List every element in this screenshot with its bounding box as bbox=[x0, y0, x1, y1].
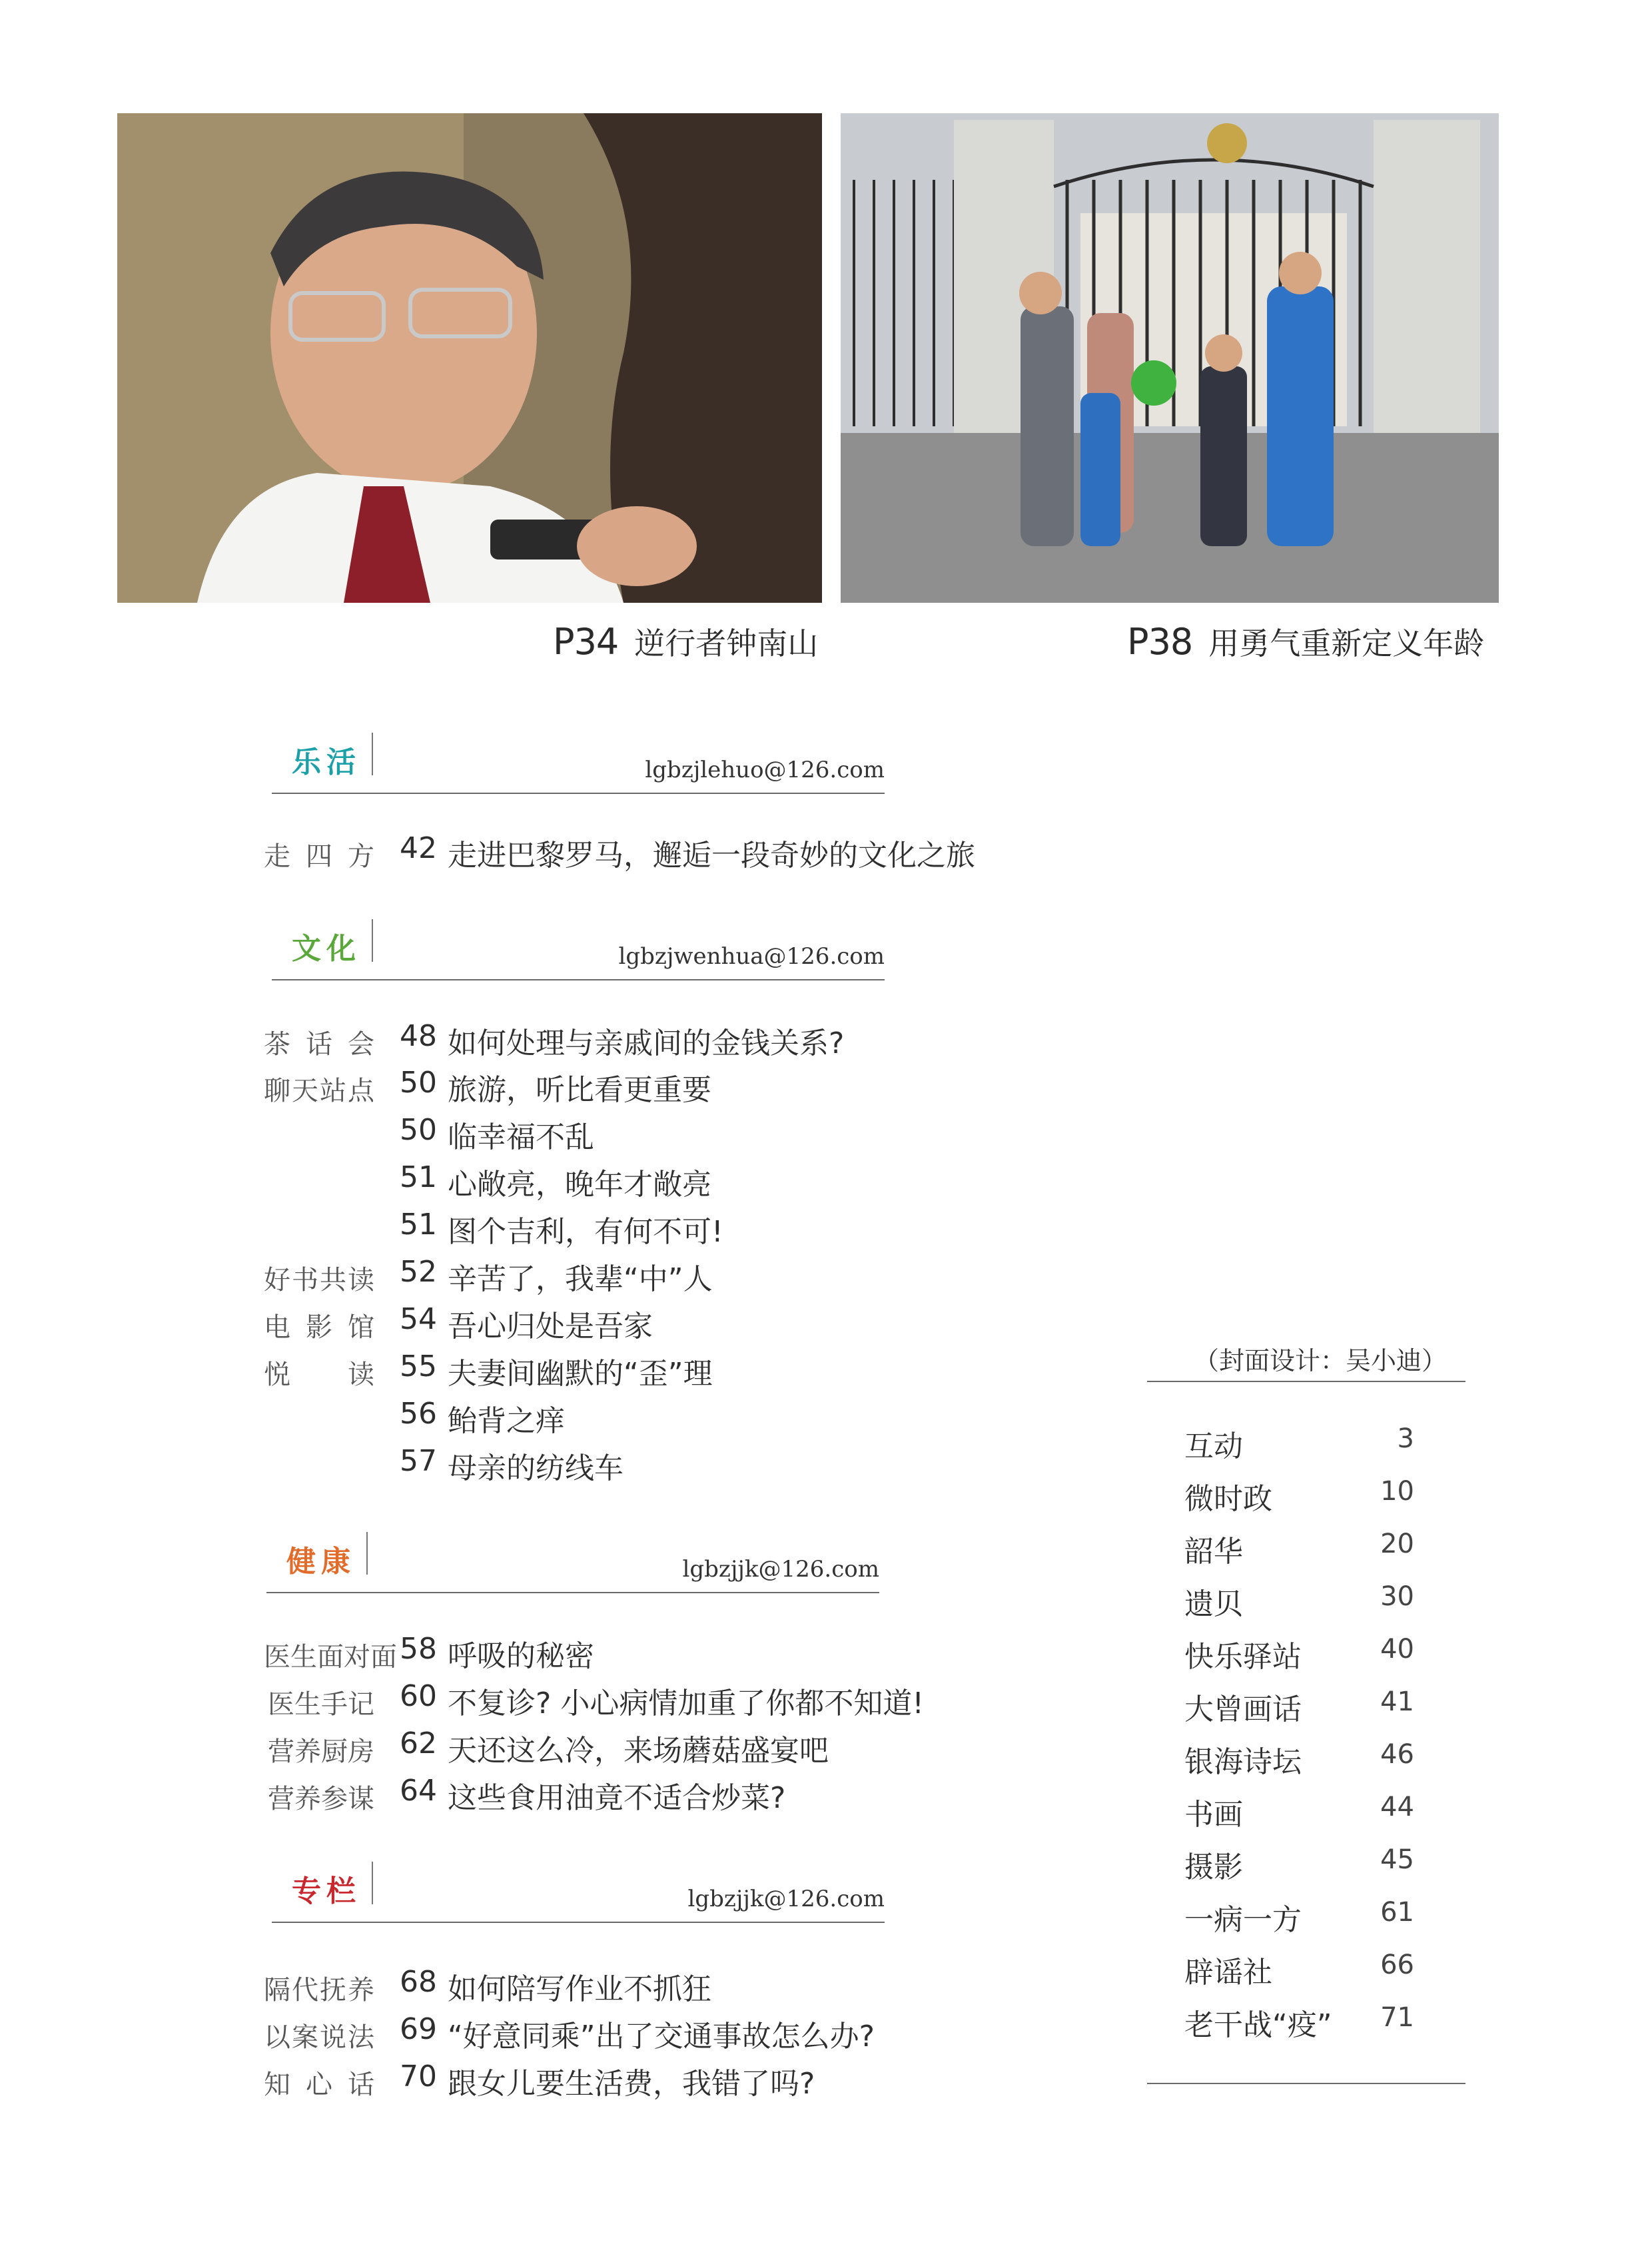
section-header-lehuo bbox=[272, 733, 885, 794]
index-page: 10 bbox=[1380, 1476, 1414, 1507]
toc-category: 悦读 bbox=[264, 1359, 374, 1390]
toc-title: 临幸福不乱 bbox=[448, 1120, 594, 1154]
toc-page: 50 bbox=[400, 1066, 437, 1100]
index-item[interactable] bbox=[1184, 1896, 1414, 1942]
index-item[interactable] bbox=[1184, 1422, 1414, 1469]
index-name: 银海诗坛 bbox=[1184, 1745, 1302, 1779]
toc-title: 吾心归处是吾家 bbox=[448, 1309, 653, 1343]
toc-title: 这些食用油竟不适合炒菜? bbox=[448, 1781, 786, 1815]
index-item[interactable] bbox=[1184, 1738, 1414, 1784]
toc-title: 鲐背之痒 bbox=[448, 1404, 565, 1438]
toc-page: 60 bbox=[400, 1679, 437, 1713]
toc-page: 48 bbox=[400, 1019, 437, 1053]
index-page: 46 bbox=[1380, 1739, 1414, 1770]
index-rule-bottom bbox=[1147, 2083, 1465, 2084]
section-email[interactable]: lgbzjwenhua@126.com bbox=[618, 943, 885, 970]
feature-title: 用勇气重新定义年龄 bbox=[1208, 625, 1485, 661]
index-name: 大曾画话 bbox=[1184, 1692, 1302, 1726]
section-divider bbox=[366, 1532, 368, 1575]
feature-page: P38 bbox=[1127, 621, 1193, 663]
index-page: 40 bbox=[1380, 1634, 1414, 1665]
index-name: 遗贝 bbox=[1184, 1587, 1243, 1621]
photo-illustration-1 bbox=[117, 113, 822, 603]
index-name: 微时政 bbox=[1184, 1482, 1272, 1516]
index-name: 书画 bbox=[1184, 1798, 1243, 1832]
index-item[interactable] bbox=[1184, 2001, 1414, 2048]
toc-title: 旅游，听比看更重要 bbox=[448, 1073, 711, 1107]
section-header-jiankang bbox=[266, 1532, 879, 1593]
toc-title: 呼吸的秘密 bbox=[448, 1639, 594, 1673]
photo-family-gate bbox=[841, 113, 1499, 603]
index-page: 44 bbox=[1380, 1792, 1414, 1822]
toc-page: 56 bbox=[400, 1397, 437, 1431]
index-item[interactable] bbox=[1184, 1790, 1414, 1837]
toc-title: 不复诊? 小心病情加重了你都不知道! bbox=[448, 1686, 924, 1720]
index-item[interactable] bbox=[1184, 1948, 1414, 1995]
feature-caption-1[interactable] bbox=[553, 619, 818, 663]
section-email[interactable]: lgbzjjk@126.com bbox=[682, 1556, 879, 1583]
feature-caption-2[interactable] bbox=[1127, 619, 1484, 663]
index-name: 韶华 bbox=[1184, 1535, 1243, 1569]
index-item[interactable] bbox=[1184, 1475, 1414, 1521]
photo-illustration-2 bbox=[841, 113, 1499, 603]
index-name: 辟谣社 bbox=[1184, 1956, 1272, 1990]
toc-category: 医生面对面 bbox=[264, 1642, 397, 1673]
feature-title: 逆行者钟南山 bbox=[634, 625, 819, 661]
index-page: 30 bbox=[1380, 1581, 1414, 1612]
toc-title: “好意同乘”出了交通事故怎么办? bbox=[448, 2020, 875, 2054]
toc-category: 以案说法 bbox=[264, 2022, 374, 2053]
toc-title: 天还这么冷，来场蘑菇盛宴吧 bbox=[448, 1734, 829, 1768]
toc-category: 营养厨房 bbox=[268, 1736, 374, 1767]
index-page: 66 bbox=[1380, 1950, 1414, 1980]
toc-title: 辛苦了，我辈“中”人 bbox=[448, 1262, 713, 1296]
toc-page: 70 bbox=[400, 2059, 437, 2093]
section-header-zhuanlan bbox=[272, 1862, 885, 1923]
index-page: 41 bbox=[1380, 1686, 1414, 1717]
section-email[interactable]: lgbzjlehuo@126.com bbox=[645, 757, 885, 783]
index-page: 45 bbox=[1380, 1844, 1414, 1875]
index-item[interactable] bbox=[1184, 1685, 1414, 1732]
index-page: 3 bbox=[1397, 1423, 1414, 1454]
index-page: 20 bbox=[1380, 1529, 1414, 1559]
index-name: 快乐驿站 bbox=[1184, 1640, 1302, 1674]
toc-category: 知心话 bbox=[264, 2069, 374, 2100]
toc-page: 58 bbox=[400, 1632, 437, 1666]
index-name: 一病一方 bbox=[1184, 1903, 1302, 1937]
toc-category: 营养参谋 bbox=[268, 1784, 374, 1814]
index-name: 摄影 bbox=[1184, 1850, 1243, 1884]
toc-page: 68 bbox=[400, 1965, 437, 1999]
toc-category: 好书共读 bbox=[264, 1265, 374, 1296]
toc-page: 51 bbox=[400, 1208, 437, 1242]
index-item[interactable] bbox=[1184, 1580, 1414, 1627]
section-title: 乐活 bbox=[292, 745, 361, 779]
cover-design-credit: （封面设计：吴小迪） bbox=[1194, 1346, 1447, 1375]
index-item[interactable] bbox=[1184, 1843, 1414, 1890]
section-email[interactable]: lgbzjjk@126.com bbox=[687, 1886, 885, 1912]
toc-title: 跟女儿要生活费，我错了吗? bbox=[448, 2067, 815, 2101]
toc-category: 聊天站点 bbox=[264, 1076, 374, 1106]
toc-title: 如何处理与亲戚间的金钱关系? bbox=[448, 1026, 845, 1060]
section-title: 健康 bbox=[286, 1545, 356, 1579]
toc-title: 母亲的纺线车 bbox=[448, 1451, 623, 1485]
toc-page: 42 bbox=[400, 831, 437, 865]
toc-category: 茶话会 bbox=[264, 1029, 374, 1060]
section-title: 专栏 bbox=[292, 1874, 361, 1908]
toc-page: 55 bbox=[400, 1349, 437, 1383]
section-header-wenhua bbox=[272, 919, 885, 980]
index-name: 互动 bbox=[1184, 1429, 1243, 1463]
index-item[interactable] bbox=[1184, 1527, 1414, 1574]
toc-title: 夫妻间幽默的“歪”理 bbox=[448, 1357, 713, 1391]
toc-page: 57 bbox=[400, 1444, 437, 1478]
section-divider bbox=[372, 733, 373, 775]
toc-category: 隔代抚养 bbox=[264, 1975, 374, 2006]
feature-page: P34 bbox=[553, 621, 619, 663]
toc-title: 如何陪写作业不抓狂 bbox=[448, 1972, 711, 2006]
toc-page: 52 bbox=[400, 1255, 437, 1289]
toc-page: 54 bbox=[400, 1302, 437, 1336]
toc-title: 图个吉利，有何不可! bbox=[448, 1215, 723, 1249]
toc-page: 62 bbox=[400, 1726, 437, 1760]
index-page: 71 bbox=[1380, 2002, 1414, 2033]
toc-category: 医生手记 bbox=[268, 1689, 374, 1720]
toc-title: 心敞亮，晚年才敞亮 bbox=[448, 1168, 711, 1202]
toc-title: 走进巴黎罗马，邂逅一段奇妙的文化之旅 bbox=[448, 839, 975, 873]
section-title: 文化 bbox=[292, 932, 361, 966]
toc-page: 69 bbox=[400, 2012, 437, 2046]
index-name: 老干战“疫” bbox=[1184, 2008, 1332, 2042]
photo-zhong-nanshan bbox=[117, 113, 822, 603]
toc-page: 51 bbox=[400, 1160, 437, 1194]
toc-page: 50 bbox=[400, 1113, 437, 1147]
toc-category: 走四方 bbox=[264, 841, 374, 872]
index-page: 61 bbox=[1380, 1897, 1414, 1928]
toc-category: 电影馆 bbox=[264, 1312, 374, 1343]
toc-page: 64 bbox=[400, 1774, 437, 1808]
section-divider bbox=[372, 919, 373, 962]
section-divider bbox=[372, 1862, 373, 1904]
index-rule-top bbox=[1147, 1381, 1465, 1382]
index-item[interactable] bbox=[1184, 1633, 1414, 1679]
